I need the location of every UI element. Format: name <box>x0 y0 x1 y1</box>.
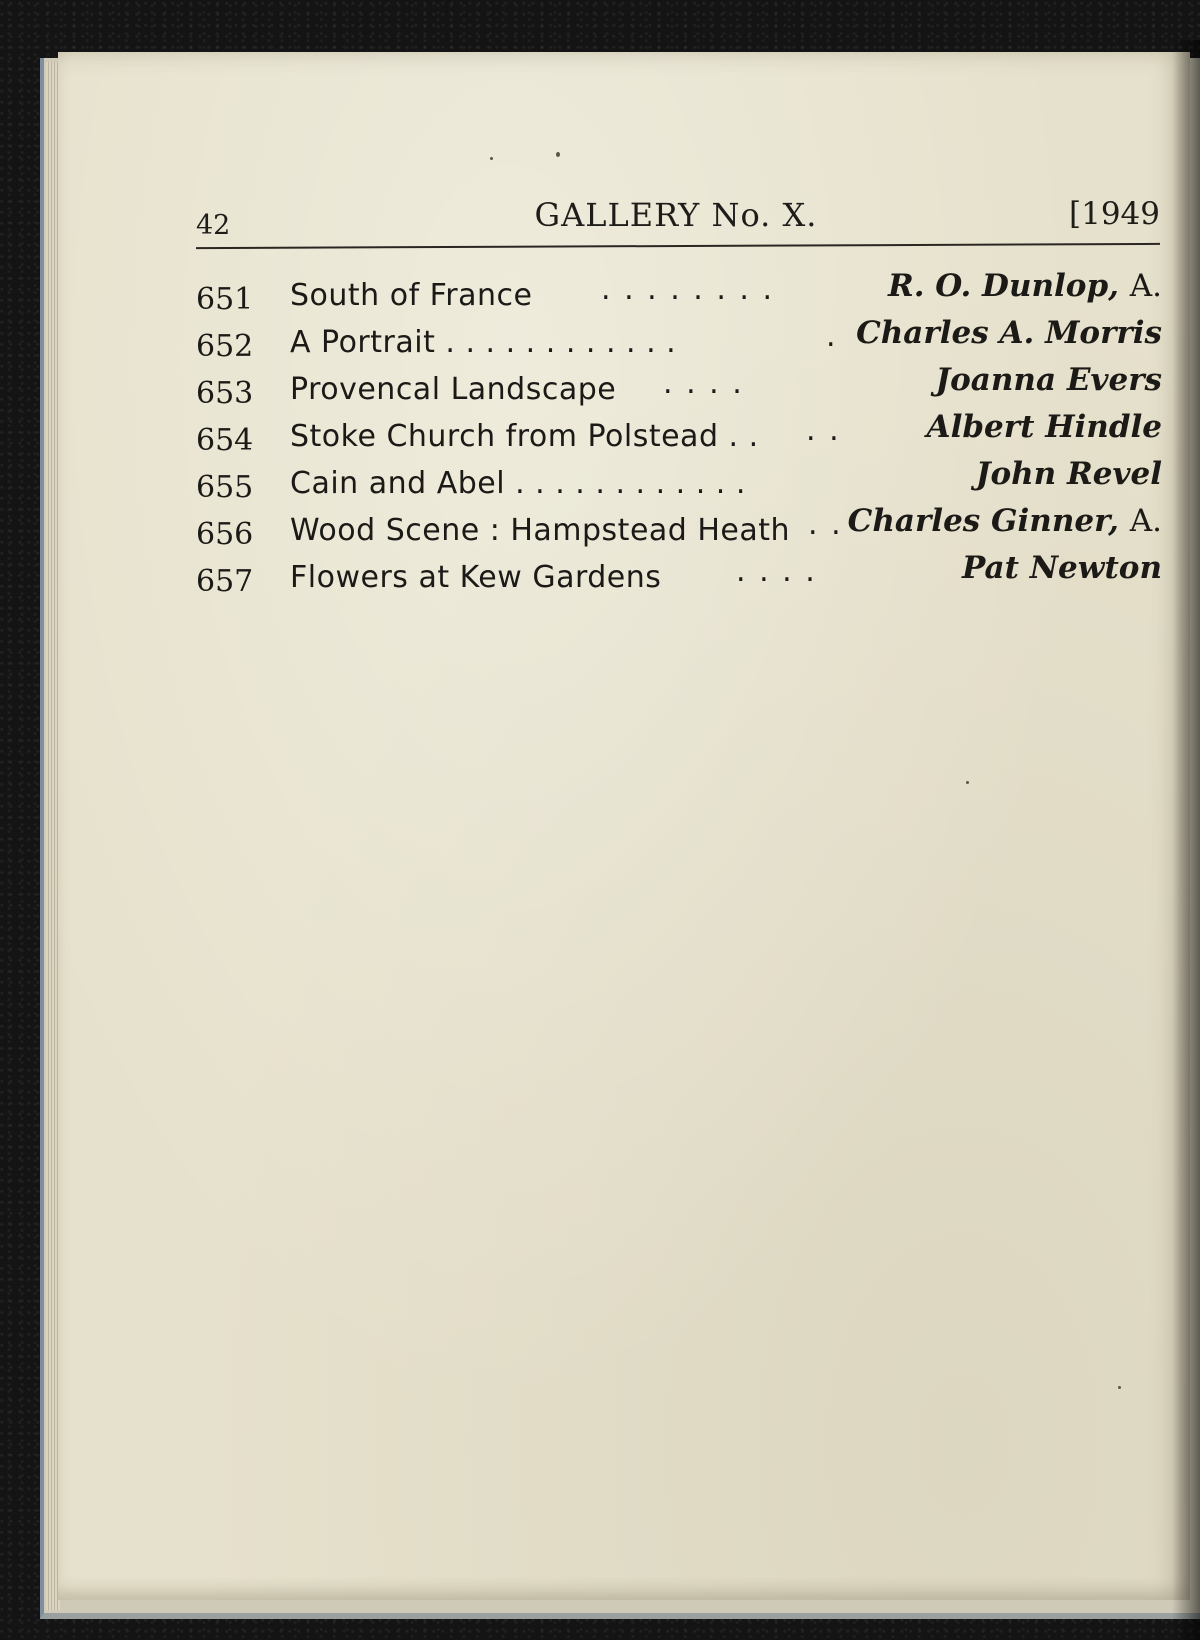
artist-name: R. O. Dunlop, <box>887 268 1119 304</box>
entry-artist <box>888 268 1162 304</box>
catalogue-entry <box>196 315 1162 362</box>
entry-leader-dots: . . . . <box>663 366 744 401</box>
paper-speck <box>966 781 969 784</box>
entry-leader-dots: . <box>826 319 838 354</box>
entry-artist <box>927 409 1162 445</box>
entry-artist <box>848 503 1162 539</box>
catalogue-entry <box>196 268 1162 315</box>
entry-title: South of France <box>290 278 533 313</box>
artist-name: Joanna Evers <box>935 362 1162 398</box>
entry-title: Wood Scene : Hampstead Heath <box>290 513 791 548</box>
entry-artist <box>935 362 1162 398</box>
entry-title: Provencal Landscape <box>290 372 617 407</box>
page-header <box>196 192 1160 240</box>
entry-leader-dots: . . . . . . . . <box>601 272 775 307</box>
artist-name: Albert Hindle <box>926 409 1162 445</box>
paper-speck <box>490 157 493 160</box>
catalogue-entry <box>196 409 1162 456</box>
entry-leader-dots: . . . . <box>736 554 817 589</box>
entry-artist <box>976 456 1162 492</box>
entry-number: 654 <box>196 423 254 458</box>
entry-title: A Portrait . . . . . . . . . . . . <box>290 325 677 360</box>
gallery-title: GALLERY No. X. <box>534 196 818 234</box>
entry-leader-dots: . . <box>806 413 841 448</box>
entry-number: 656 <box>196 517 254 552</box>
catalogue-year: [1949 <box>1069 196 1160 232</box>
catalogue-entry <box>196 550 1162 597</box>
page-number: 42 <box>196 210 231 241</box>
catalogue-entry <box>196 362 1162 409</box>
entry-number: 655 <box>196 470 254 505</box>
entry-leader-dots: . . <box>808 507 843 542</box>
entry-number: 653 <box>196 376 254 411</box>
artist-name: John Revel <box>975 456 1162 492</box>
entry-number: 651 <box>196 282 254 317</box>
entry-title: Cain and Abel . . . . . . . . . . . . <box>290 466 746 501</box>
entry-number: 652 <box>196 329 254 364</box>
paper-speck <box>1118 1386 1121 1389</box>
entry-artist <box>962 550 1162 586</box>
entry-artist <box>856 315 1162 351</box>
entry-number: 657 <box>196 564 254 599</box>
artist-name: Charles Ginner, <box>847 503 1119 539</box>
book-gutter-shadow <box>1172 40 1200 1640</box>
catalogue-entry <box>196 456 1162 503</box>
paper-speck <box>556 152 560 157</box>
artist-name: Charles A. Morris <box>856 315 1162 351</box>
artist-name: Pat Newton <box>962 550 1162 586</box>
catalogue-list <box>196 268 1162 597</box>
artist-suffix: A. <box>1129 503 1162 539</box>
entry-title: Flowers at Kew Gardens <box>290 560 662 595</box>
catalogue-entry <box>196 503 1162 550</box>
artist-suffix: A. <box>1129 268 1162 304</box>
entry-title: Stoke Church from Polstead . . <box>290 419 759 454</box>
